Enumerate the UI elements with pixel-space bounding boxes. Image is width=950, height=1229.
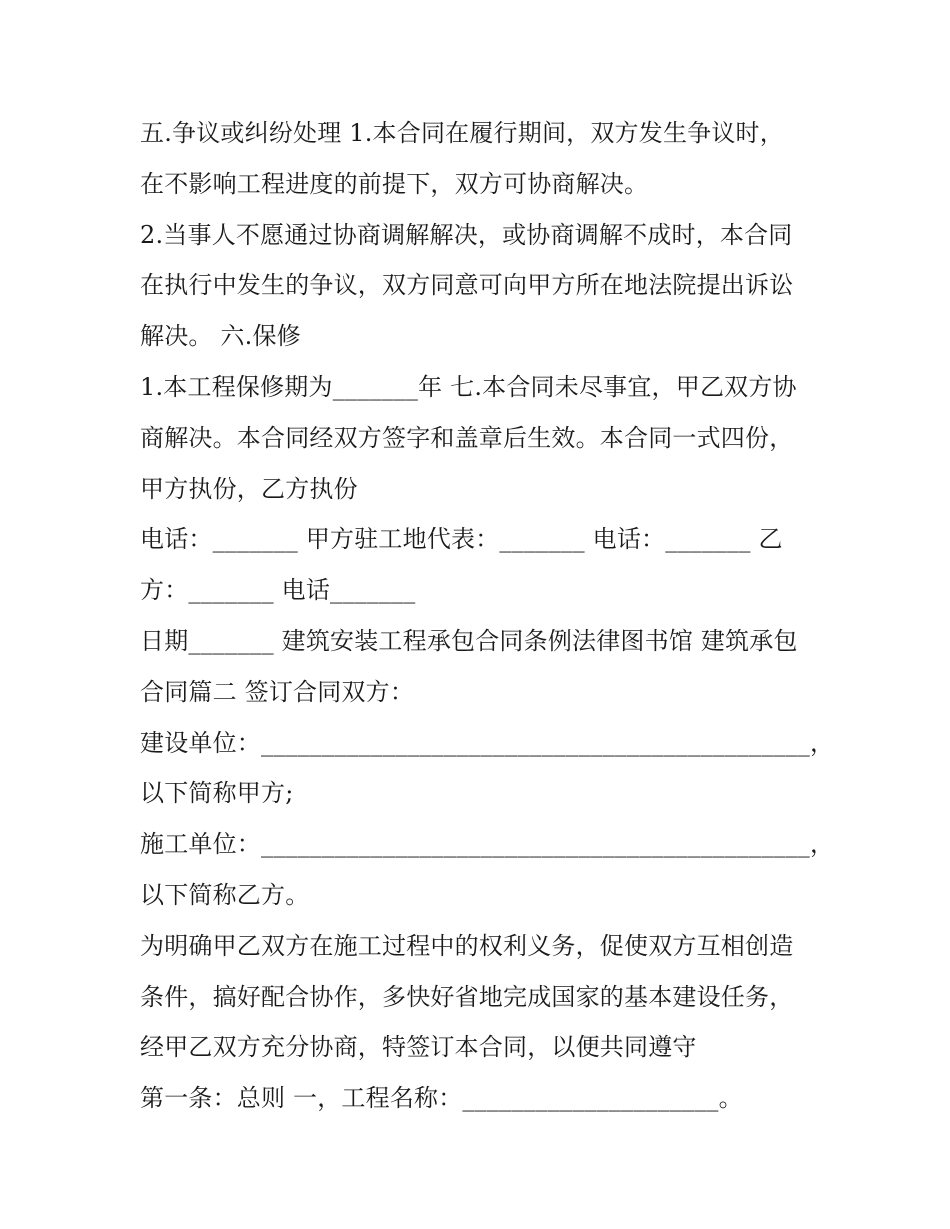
text-line: 解决。 六.保修 — [140, 322, 301, 351]
text-line: 商解决。本合同经双方签字和盖章后生效。本合同一式四份， — [140, 423, 794, 452]
text-line: 甲方执份，乙方执份 — [140, 474, 358, 503]
text-line: 条件，搞好配合协作，多快好省地完成国家的基本建设任务， — [140, 982, 794, 1011]
text-line: 日期_______ 建筑安装工程承包合同条例法律图书馆 建筑承包 — [140, 626, 798, 655]
text-line: 为明确甲乙双方在施工过程中的权利义务，促使双方互相创造 — [140, 931, 794, 960]
document-body — [140, 108, 835, 1124]
text-line: 第一条：总则 一，工程名称：_____________________。 — [140, 1084, 743, 1113]
text-line: 建设单位：_____________________________________________， — [140, 728, 835, 757]
text-line: 合同篇二 签订合同双方： — [140, 677, 415, 706]
text-line: 方：_______ 电话_______ — [140, 576, 416, 605]
text-line: 在不影响工程进度的前提下，双方可协商解决。 — [140, 169, 649, 198]
text-line: 以下简称甲方; — [140, 779, 294, 808]
text-line: 在执行中发生的争议，双方同意可向甲方所在地法院提出诉讼 — [140, 271, 794, 300]
text-line: 经甲乙双方充分协商，特签订本合同，以便共同遵守 — [140, 1033, 697, 1062]
text-line: 2.当事人不愿通过协商调解解决，或协商调解不成时，本合同 — [140, 220, 793, 249]
text-line: 电话：_______ 甲方驻工地代表：_______ 电话：_______ 乙 — [140, 525, 783, 554]
text-line: 施工单位：_____________________________________________， — [140, 830, 835, 859]
text-line: 以下简称乙方。 — [140, 880, 310, 909]
text-line: 1.本工程保修期为_______年 七.本合同未尽事宜，甲乙双方协 — [140, 372, 797, 401]
text-line: 五.争议或纠纷处理 1.本合同在履行期间，双方发生争议时， — [140, 119, 784, 147]
